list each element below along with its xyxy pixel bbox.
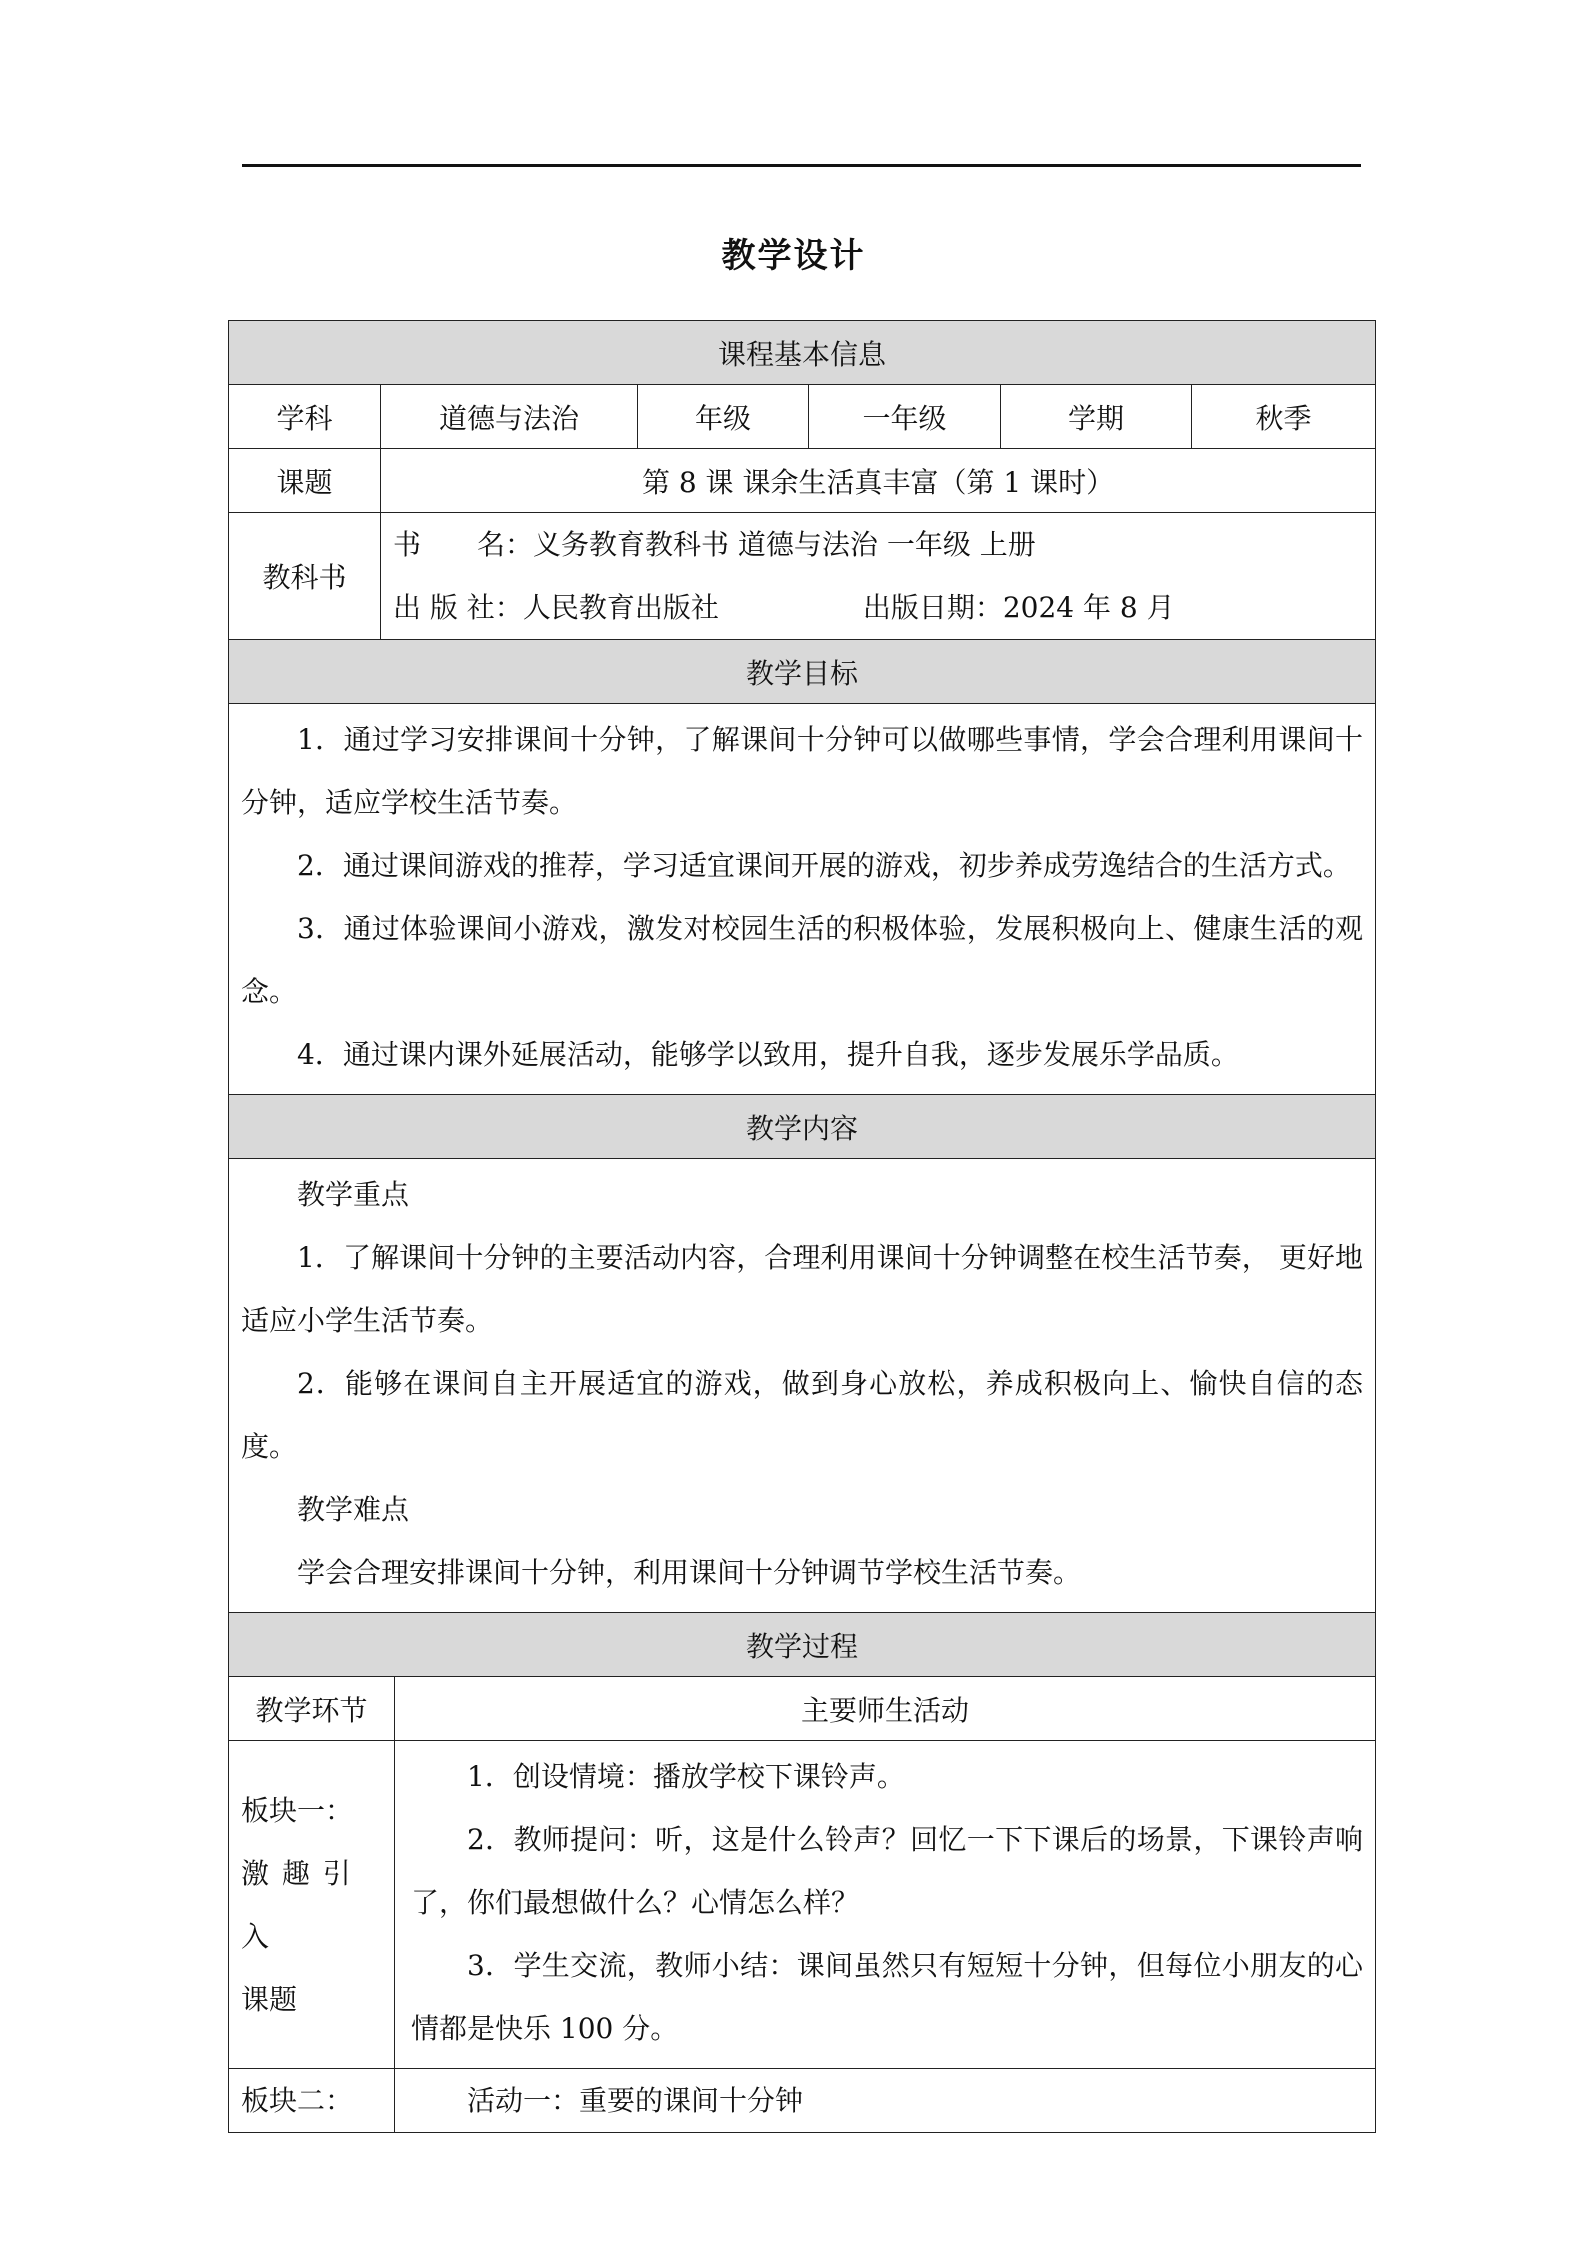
difficult-points-heading: 教学难点 [297, 1493, 410, 1526]
activity-item: 1．创设情境：播放学校下课铃声。 [467, 1760, 905, 1793]
section-goals: 教学目标 [229, 640, 1376, 704]
book-name-line [381, 513, 1375, 576]
activity-item: 3．学生交流，教师小结：课间虽然只有短短十分钟，但每位小朋友的心情都是快乐 100 分。 [411, 1949, 1364, 2045]
textbook-label: 教科书 [229, 513, 381, 640]
section-content: 教学内容 [229, 1095, 1376, 1159]
section-process: 教学过程 [229, 1613, 1376, 1677]
grade-label: 年级 [638, 385, 809, 449]
grade-value: 一年级 [809, 385, 1001, 449]
subject-label: 学科 [229, 385, 381, 449]
difficult-point-text: 学会合理安排课间十分钟，利用课间十分钟调节学校生活节奏。 [297, 1556, 1082, 1589]
book-name-value: 义务教育教科书 道德与法治 一年级 上册 [533, 528, 1036, 561]
document-title: 教学设计 [721, 236, 866, 276]
content-body [229, 1159, 1376, 1613]
publisher-value: 人民教育出版社 [522, 591, 719, 624]
stage-1-label-line: 板块一： [241, 1793, 354, 1827]
stage-1-label-line: 课题 [241, 1982, 298, 2016]
topic-value: 第 8 课 课余生活真丰富（第 1 课时） [381, 449, 1376, 513]
pub-date-value: 2024 年 8 月 [1002, 591, 1175, 624]
stage-1-label [229, 1741, 395, 2069]
col-header-activity: 主要师生活动 [395, 1677, 1376, 1741]
col-header-stage: 教学环节 [229, 1677, 395, 1741]
textbook-info [381, 513, 1376, 640]
stage-2-label-line: 板块二： [241, 2084, 354, 2117]
goal-item: 1．通过学习安排课间十分钟，了解课间十分钟可以做哪些事情，学会合理利用课间十分钟，适应学校生活节奏。 [241, 723, 1364, 819]
term-label: 学期 [1001, 385, 1192, 449]
key-point-item: 2．能够在课间自主开展适宜的游戏，做到身心放松，养成积极向上、愉快自信的态度。 [241, 1367, 1364, 1463]
header-rule [242, 164, 1361, 167]
stage-2-label [229, 2069, 395, 2133]
goals-body [229, 704, 1376, 1095]
activity-item: 2．教师提问：听，这是什么铃声？回忆一下下课后的场景，下课铃声响了，你们最想做什么？心情怎么样？ [411, 1823, 1364, 1919]
goal-item: 2．通过课间游戏的推荐，学习适宜课间开展的游戏，初步养成劳逸结合的生活方式。 [297, 849, 1351, 882]
subject-value: 道德与法治 [381, 385, 638, 449]
topic-label: 课题 [229, 449, 381, 513]
lesson-plan-table [228, 320, 1376, 2133]
stage-1-activities [395, 1741, 1376, 2069]
pub-date-label: 出版日期： [862, 591, 1003, 624]
book-name-label: 书 名： [393, 528, 534, 561]
key-point-item: 1．了解课间十分钟的主要活动内容，合理利用课间十分钟调整在校生活节奏， 更好地适应小学生活节奏。 [241, 1241, 1364, 1337]
activity-item: 活动一：重要的课间十分钟 [467, 2084, 804, 2117]
term-value: 秋季 [1192, 385, 1376, 449]
key-points-heading: 教学重点 [297, 1178, 410, 1211]
section-basic-info: 课程基本信息 [229, 321, 1376, 385]
goal-item: 3．通过体验课间小游戏，激发对校园生活的积极体验，发展积极向上、健康生活的观念。 [241, 912, 1364, 1008]
stage-2-activities [395, 2069, 1376, 2133]
publisher-label: 出 版 社： [393, 591, 523, 624]
stage-1-label-line: 激 趣 引 入 [241, 1856, 353, 1953]
publisher-line [381, 576, 1375, 639]
goal-item: 4．通过课内课外延展活动，能够学以致用，提升自我，逐步发展乐学品质。 [297, 1038, 1239, 1071]
